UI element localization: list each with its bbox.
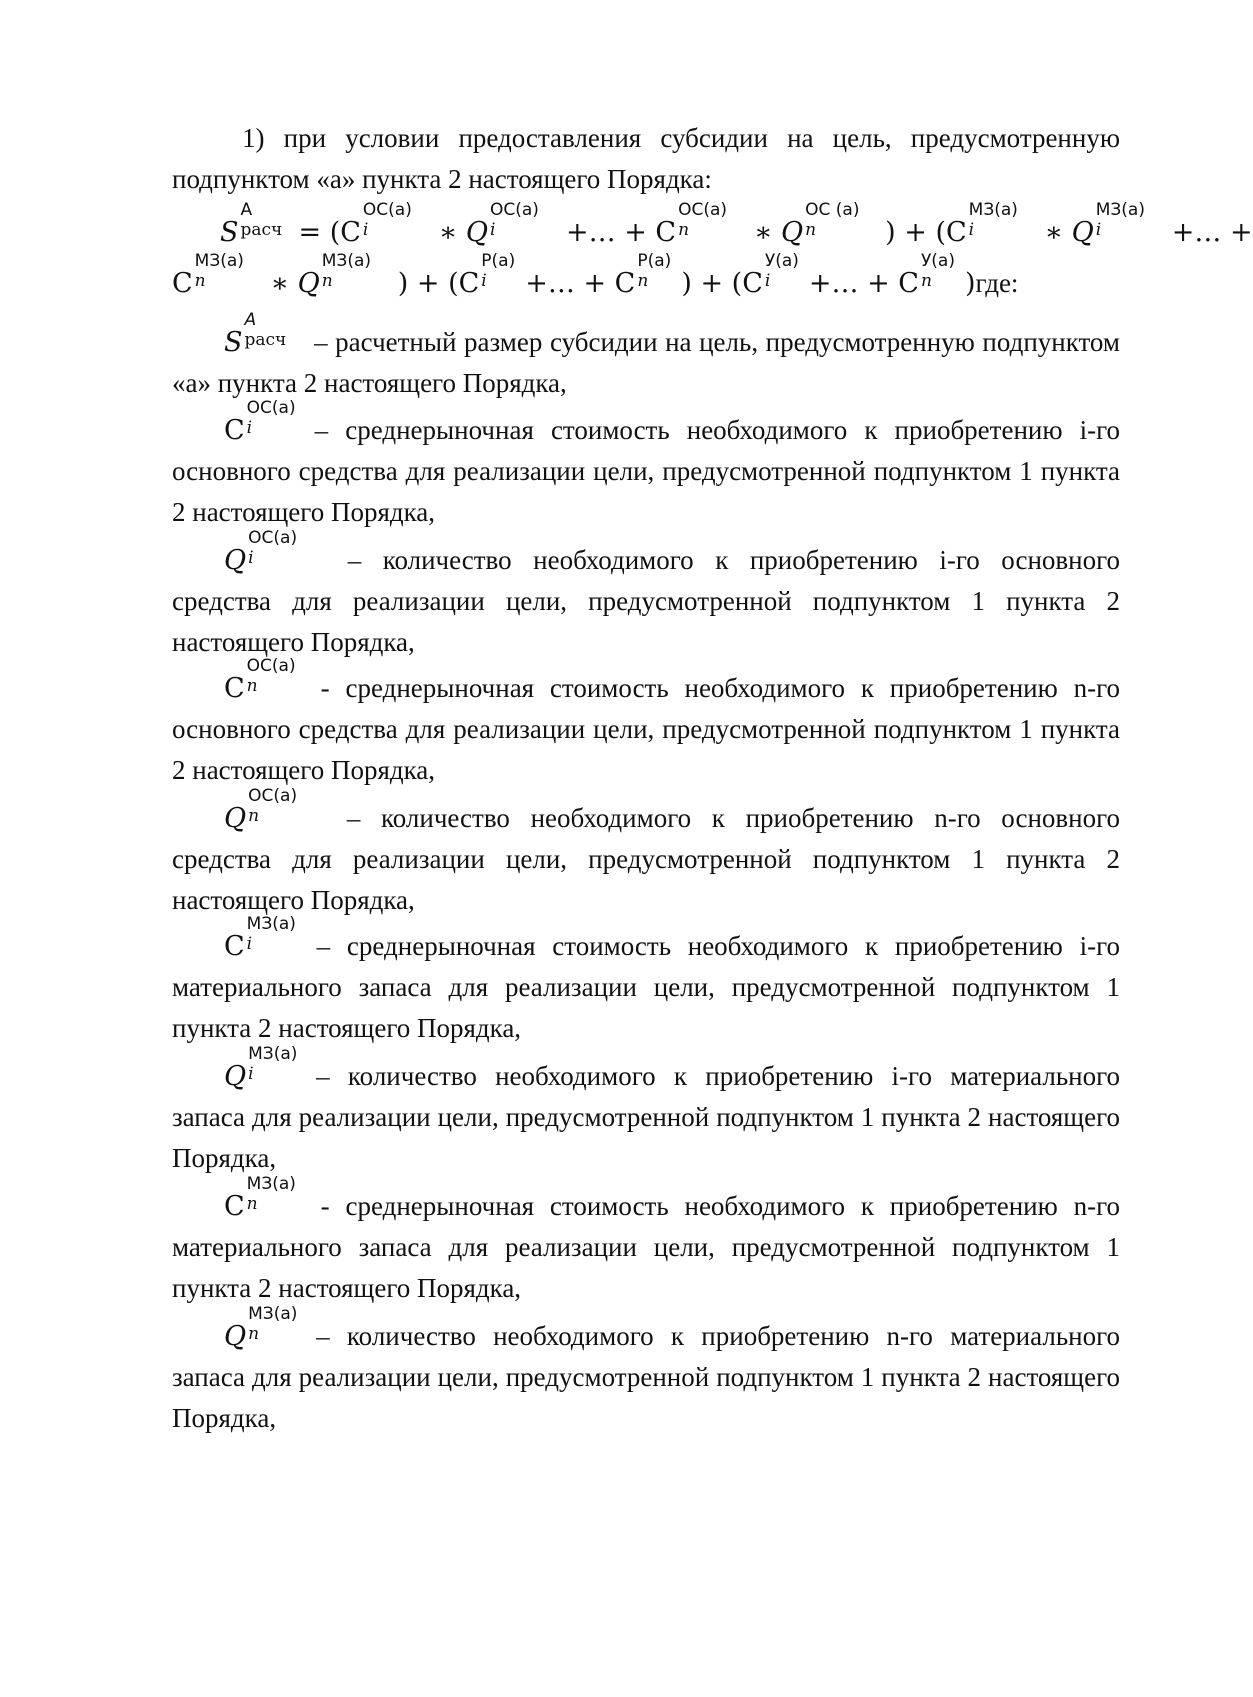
definition-symbol: С <box>224 931 245 962</box>
definition-symbol: Q <box>224 1321 247 1352</box>
definition-text: – среднерыночная стоимость необходимого к приобретению i-го материального запаса для реализации цели, предусмотренной подпунктом 1 пункта 2 настоящего Порядка, <box>172 931 1120 1043</box>
definition-text: – среднерыночная стоимость необходимого к приобретению i-го основного средства для реализации цели, предусмотренной подпунктом 1 пункта 2 настоящего Порядка, <box>172 415 1120 527</box>
definition-text: - среднерыночная стоимость необходимого к приобретению n-го материального запаса для реализации цели, предусмотренной подпунктом 1 пункта 2 настоящего Порядка, <box>172 1191 1120 1303</box>
definition-c-i-os <box>172 398 1120 533</box>
definition-text: - среднерыночная стоимость необходимого к приобретению n-го основного средства для реализации цели, предусмотренной подпунктом 1 пункта 2 настоящего Порядка, <box>172 673 1120 785</box>
definition-sup: ОС(а) <box>246 398 296 418</box>
definition-symbol: Q <box>224 803 247 834</box>
definition-c-i-mz <box>172 914 1120 1049</box>
definition-sub: расч <box>244 330 287 350</box>
definition-sub: n <box>248 1324 260 1344</box>
formula-line-1: S А расч = (С ОС(а) i ∗ Q ОС(а) i +… + С ОС(а) n ∗ Q ОС (а) n ) + (С МЗ(а) i ∗ Q МЗ(а) i +… + <box>220 200 1253 248</box>
definition-q-i-mz <box>172 1044 1120 1179</box>
definition-text: – количество необходимого к приобретению i-го основного средства для реализации цели, предусмотренной подпунктом 1 пункта 2 настоящего Порядка, <box>172 545 1120 657</box>
definition-sub: i <box>246 934 253 954</box>
definition-sup: ОС(а) <box>246 656 296 676</box>
definition-text: – расчетный размер субсидии на цель, предусмотренную подпунктом «а» пункта 2 настоящего Порядка, <box>172 327 1120 398</box>
definition-q-i-os <box>172 528 1120 663</box>
definition-symbol: С <box>224 1191 245 1222</box>
definition-sup: МЗ(а) <box>248 1304 298 1324</box>
definition-text: – количество необходимого к приобретению n-го основного средства для реализации цели, предусмотренной подпунктом 1 пункта 2 настоящего Порядка, <box>172 803 1120 915</box>
formula-line-2: С МЗ(а) n ∗ Q МЗ(а) n ) + (С Р(а) i +… + С Р(а) n ) + (С У(а) i +… + С У(а) n )где: <box>172 251 1019 299</box>
definition-q-n-mz <box>172 1304 1120 1439</box>
definition-c-n-mz <box>172 1174 1120 1309</box>
definition-symbol: Q <box>224 1061 247 1092</box>
definition-sub: i <box>246 418 253 438</box>
definition-sup: A <box>244 310 257 330</box>
definition-sub: i <box>248 548 254 568</box>
subsidy-formula <box>172 200 1253 306</box>
definition-s-rasch <box>172 310 1120 404</box>
definition-symbol: С <box>224 673 245 704</box>
definition-sup: ОС(а) <box>248 528 298 548</box>
intro-paragraph <box>172 118 1120 200</box>
definition-sup: МЗ(а) <box>248 1044 298 1064</box>
definition-sub: n <box>246 676 258 696</box>
definition-symbol: С <box>224 415 245 446</box>
definition-q-n-os <box>172 786 1120 921</box>
definition-text: – количество необходимого к приобретению n-го материального запаса для реализации цели, предусмотренной подпунктом 1 пункта 2 настоящего Порядка, <box>172 1321 1120 1433</box>
definition-sub: n <box>246 1194 258 1214</box>
intro-text: 1) при условии предоставления субсидии на цель, предусмотренную подпунктом «а» пункта 2 настоящего Порядка: <box>172 123 1120 194</box>
definition-sub: n <box>248 806 260 826</box>
definition-c-n-os <box>172 656 1120 791</box>
definition-sup: ОС(а) <box>248 786 298 806</box>
definition-symbol: Q <box>224 545 247 576</box>
definition-text: – количество необходимого к приобретению i-го материального запаса для реализации цели, предусмотренной подпунктом 1 пункта 2 настоящего Порядка, <box>172 1061 1120 1173</box>
definition-sup: МЗ(а) <box>246 914 296 934</box>
definition-sub: i <box>248 1064 254 1084</box>
definition-sup: МЗ(а) <box>246 1174 296 1194</box>
definition-symbol: S <box>224 327 243 358</box>
